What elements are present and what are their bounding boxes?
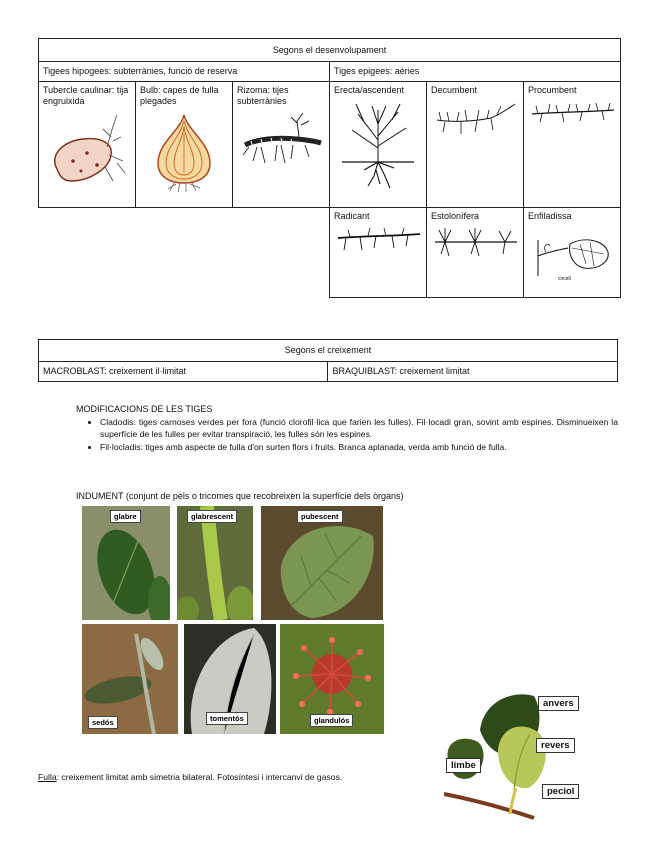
leaf-definition-text: : creixement limitat amb simetria bilateral. Fotosíntesi i intercanvi de gasos. (56, 772, 343, 782)
indument-title: INDUMENT (conjunt de pèls o tricomes que recobreixen la superfície dels òrgans) (76, 491, 404, 501)
bulb-icon (140, 111, 228, 193)
label-revers: revers (536, 738, 575, 753)
photo-label: glabre (110, 510, 141, 523)
glabrous-leaf-image (82, 506, 170, 620)
hypogeal-header: Tigees hipogees: subterrànies, funció de reserva (39, 62, 330, 82)
growth-table (38, 339, 618, 382)
procumbent-cell (524, 82, 621, 208)
bulb-label: Bulb: capes de fulla plegades (140, 85, 219, 106)
rhizome-label: Rizoma: tijes subterrànies (237, 85, 289, 106)
rhizome-cell (233, 82, 330, 208)
pubescent-leaf-image (261, 506, 383, 620)
photo-pubescent (261, 506, 383, 620)
photo-label: glandulós (310, 714, 353, 727)
tuber-cell (39, 82, 136, 208)
photo-glandulos (280, 624, 384, 734)
leaf-diagram (444, 690, 614, 822)
label-anvers: anvers (538, 696, 579, 711)
decumbent-stem-icon (431, 100, 519, 140)
erect-cell (330, 82, 427, 208)
photo-label: glabrescent (187, 510, 237, 523)
radicant-stem-icon (334, 226, 422, 256)
decumbent-label: Decumbent (431, 85, 478, 95)
photo-label: pubescent (297, 510, 343, 523)
photo-sedos (82, 624, 178, 734)
modifications-title: MODIFICACIONS DE LES TIGES (76, 404, 213, 414)
leaf-definition (38, 772, 342, 782)
decumbent-cell (427, 82, 524, 208)
epigeal-header: Tiges epigees: aèries (330, 62, 621, 82)
label-peciol: peciol (542, 784, 579, 799)
procumbent-stem-icon (528, 100, 616, 130)
photo-glabrescent (177, 506, 253, 620)
growth-table-title: Segons el creixement (39, 340, 618, 362)
tuber-icon (43, 111, 131, 193)
bulb-cell (136, 82, 233, 208)
development-table (38, 38, 621, 298)
list-item: • Fil·locladis: tiges amb aspecte de fulla d'on surten flors i fruits. Branca aplanada, verda amb funció de fulla. (100, 441, 618, 453)
tendril-caption: circell (558, 276, 571, 282)
photo-label: sedós (88, 716, 118, 729)
label-limbe: limbe (446, 758, 481, 773)
leaf-illustration (444, 690, 614, 822)
tuber-label: Tubercle caulinar: tija engruixida (43, 85, 129, 106)
modifications-section (76, 404, 618, 454)
macroblast-cell: MACROBLAST: creixement il·limitat (39, 362, 328, 382)
glabrescent-stem-image (177, 506, 253, 620)
procumbent-label: Procumbent (528, 85, 577, 95)
climbing-cell (524, 208, 621, 298)
stoloniferous-stem-icon (431, 226, 519, 260)
stoloniferous-label: Estolonífera (431, 211, 480, 221)
radicant-label: Radicant (334, 211, 370, 221)
modifications-list (76, 416, 618, 453)
leaf-term: Fulla (38, 772, 57, 782)
photo-glabre (82, 506, 170, 620)
development-table-title: Segons el desenvolupament (39, 39, 621, 62)
stoloniferous-cell (427, 208, 524, 298)
climbing-label: Enfiladissa (528, 211, 572, 221)
photo-label: tomentós (206, 712, 248, 725)
rhizome-icon (237, 111, 325, 181)
radicant-cell (330, 208, 427, 298)
photo-tomentos (184, 624, 276, 734)
list-item: • Cladodis: tiges carnoses verdes per fora (funció clorofil·lica que farien les fulles). Fil·locadi gran, sovint amb espines. Disminueixen la superfície de les fulles per evitar transpiració, les fulles són les espines. (100, 416, 618, 440)
erect-stem-icon (334, 100, 422, 192)
empty-cell (39, 208, 330, 298)
erect-label: Erecta/ascendent (334, 85, 405, 95)
braquiblast-cell: BRAQUIBLAST: creixement limitat (328, 362, 618, 382)
